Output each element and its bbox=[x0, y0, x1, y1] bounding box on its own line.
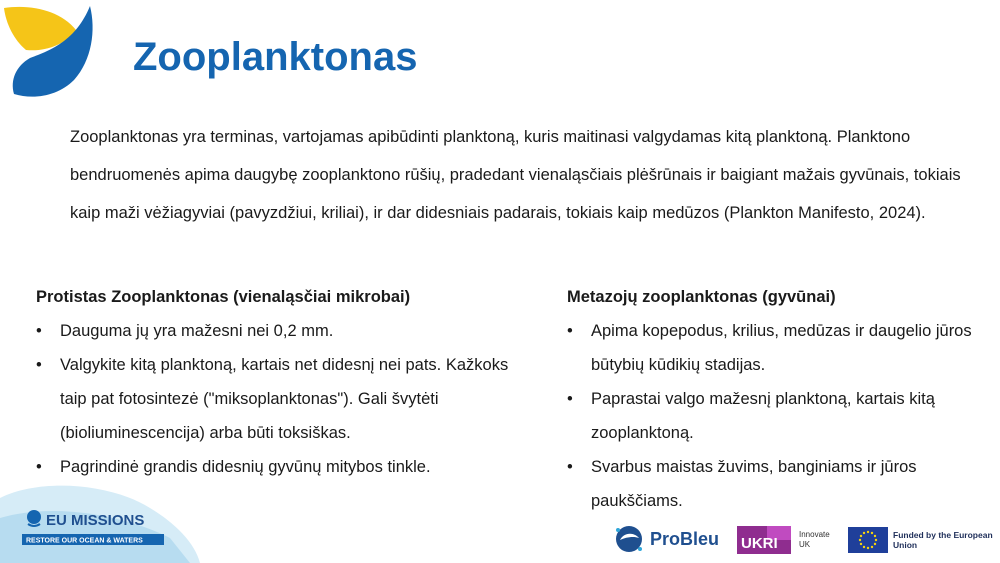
metazoan-heading: Metazojų zooplanktonas (gyvūnai) bbox=[567, 288, 836, 306]
bullet: • bbox=[36, 322, 42, 340]
list-item: • Dauguma jų yra mažesni nei 0,2 mm. bbox=[36, 314, 536, 348]
bullet: • bbox=[567, 390, 573, 408]
list-item: • Svarbus maistas žuvims, banginiams ir jūros paukščiams. bbox=[567, 450, 982, 518]
list-item: • Valgykite kitą planktoną, kartais net didesnį nei pats. Kažkoks taip pat fotosintezė ("miksoplanktonas"). Gali švytėti (bioliuminescencija) arba būti toksiškas. bbox=[36, 348, 536, 450]
funder-logos bbox=[612, 522, 992, 558]
bullet: • bbox=[36, 356, 42, 374]
bullet: • bbox=[36, 458, 42, 476]
intro-paragraph: Zooplanktonas yra terminas, vartojamas apibūdinti planktoną, kuris maitinasi valgydamas kitą planktoną. Planktono bendruomenės apima daugybę zooplanktono rūšių, pradedant vienaląsčiais plėšrūnais ir baigiant mažais gyvūnais, tokiais kaip maži vėžiagyviai (pavyzdžiui, kriliai), ir dar didesniais padarais, tokiais kaip medūzos (Plankton Manifesto, 2024). bbox=[70, 128, 961, 222]
metazoan-list bbox=[567, 314, 982, 518]
innovate-uk-text: Innovate UK bbox=[799, 530, 830, 549]
funded-by-eu-text: Funded by the European Union bbox=[893, 530, 993, 550]
list-item: • Apima kopepodus, krilius, medūzas ir daugelio jūros būtybių kūdikių stadijas. bbox=[567, 314, 982, 382]
eu-flag-icon bbox=[848, 527, 888, 553]
bullet: • bbox=[567, 458, 573, 476]
protist-zooplankton-section bbox=[36, 280, 536, 484]
protist-list bbox=[36, 314, 536, 484]
probleu-icon bbox=[612, 522, 646, 556]
probleu-wordmark: ProBleu bbox=[650, 529, 720, 549]
eu-missions-subtext: RESTORE OUR OCEAN & WATERS bbox=[26, 537, 143, 545]
metazoan-zooplankton-section bbox=[567, 280, 982, 518]
list-item: • Paprastai valgo mažesnį planktoną, kartais kitą zooplanktoną. bbox=[567, 382, 982, 450]
ukri-wordmark: UKRI bbox=[741, 535, 778, 552]
probleu-wave-logo bbox=[0, 0, 100, 100]
eu-missions-text: EU MISSIONS bbox=[46, 512, 145, 529]
page-title: Zooplanktonas bbox=[133, 35, 418, 79]
protist-heading: Protistas Zooplanktonas (vienaląsčiai mikrobai) bbox=[36, 288, 411, 306]
list-item: • Pagrindinė grandis didesnių gyvūnų mitybos tinkle. bbox=[36, 450, 536, 484]
probleu-logo bbox=[612, 522, 722, 558]
eu-missions-logo bbox=[0, 478, 200, 563]
bullet: • bbox=[567, 322, 573, 340]
